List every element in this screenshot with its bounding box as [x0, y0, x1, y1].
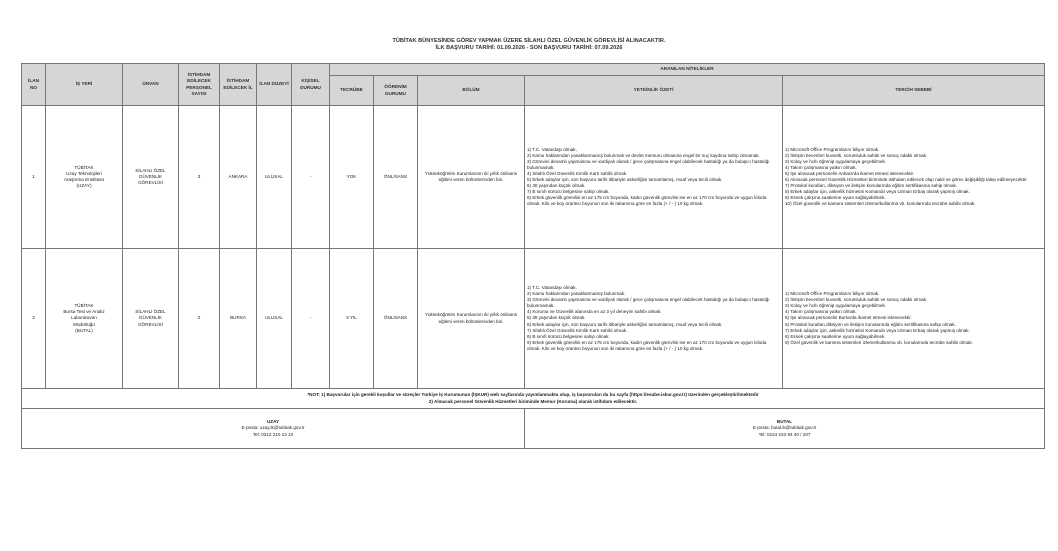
- job-listing-table: [21, 63, 1045, 449]
- footnote-line-1: *NOT: 1) Başvurular için gerekli koşullar ve süreçler Türkiye İş Kurumunun (İŞKUR) web sayfasında yayımlanmakta olup, iş başvuruları da bu sayfa (https://esube.iskur.gov.tr) üzerinden gerçekleştirilmektedir: [307, 392, 759, 398]
- header-personel-sayisi: İSTİHDAM EDİLECEK PERSONEL SAYISI: [179, 64, 220, 106]
- tercih-item: 4) Takım çalışmasına yatkın olmak.: [785, 309, 857, 315]
- contact-phone: Tel: 0312 210 13 10: [252, 431, 294, 437]
- tercih-item: 10) Özel güvenlik ve kamera sistemleri izleme/kullanma vb. konularında tecrübe sahibi olmak.: [785, 201, 976, 207]
- yetkinlik-item: 7) Silahlı Özel Güvenlik Kimlik Kartı sahibi olmak.: [527, 327, 628, 333]
- contact-title: BUTAL: [776, 419, 793, 425]
- row-tercih: [783, 106, 1045, 249]
- row-bolum: Yükseköğretim Kurumlarının iki yıllık önlisans eğitimi veren bölümlerinden biri.: [418, 249, 525, 389]
- header-unvan: ÜNVAN: [123, 64, 179, 106]
- row-personel-sayisi: 3: [179, 106, 220, 249]
- row-ilan-no: 2: [22, 249, 46, 389]
- yetkinlik-item: 5) Erkek adaylar için, son başvuru tarihi itibariyle askerliğini tamamlamış, muaf veya tecili olmak.: [527, 177, 723, 182]
- header-bolum: BÖLÜM: [418, 76, 525, 106]
- contact-uzay: [22, 409, 525, 449]
- row-unvan: SİLAHLI ÖZEL GÜVENLİK GÖREVLİSİ: [123, 106, 179, 249]
- tercih-item: 4) Takım çalışmasına yatkın olmak.: [785, 164, 857, 170]
- footnote-line-2: 2) Alınacak personel Güvenlik Hizmetleri biriminde Memur (Koruma) olarak istihdam edilecektir.: [428, 398, 638, 404]
- tercih-item: 8) Esnek çalışma saatlerine uyum sağlayabilmek.: [785, 333, 886, 339]
- contact-title: UZAY: [266, 419, 280, 425]
- header-ogrenim: ÖĞRENİM DURUMU: [374, 76, 418, 106]
- header-ilan-duzeyi: İLAN DÜZEYİ: [257, 64, 292, 106]
- row-kisisel-durumu: -: [292, 106, 330, 249]
- header-ilan-no: İLAN NO: [22, 64, 46, 106]
- document-title: TÜBİTAK BÜNYESİNDE GÖREV YAPMAK ÜZERE SİLAHLI ÖZEL GÜVENLİK GÖREVLİSİ ALINACAKTIR.: [392, 38, 666, 44]
- tercih-item: 2) İletişim becerileri kuvvetli, sorumluluk sahibi ve sonuç odaklı olmak.: [785, 152, 928, 158]
- tercih-item: 9) Özel güvenlik ve kamera sistemleri izleme/kullanma vb. konularında tecrübe sahibi olmak.: [785, 339, 973, 345]
- yetkinlik-item: 1) T.C. Vatandaşı olmak,: [527, 146, 577, 152]
- tercih-item: 7) Erkek adaylar için, askerlik hizmetini Komando veya Uzman Erbaş olarak yapmış olmak.: [785, 327, 970, 333]
- tercih-item: 3) Kolay ve hızlı öğrenip uygulamaya geçebilmek.: [785, 303, 887, 309]
- contact-email: E-posta: butal.ik@tubitak.gov.tr: [752, 425, 817, 431]
- row-kisisel-durumu: -: [292, 249, 330, 389]
- tercih-item: 1) Microsoft Office Programlarını biliyor olmak.: [785, 291, 880, 297]
- header-kisisel-durumu: KİŞİSEL DURUMU: [292, 64, 330, 106]
- row-is-yeri: TÜBİTAK Bursa Test ve Analiz Laboratuvarı Müdürlüğü (BUTAL): [46, 249, 123, 389]
- row-is-yeri: TÜBİTAK Uzay Teknolojileri Araştırma Enstitüsü (UZAY): [46, 106, 123, 249]
- yetkinlik-item: 6) Erkek adaylar için, son başvuru tarihi itibariyle askerliğini tamamlamış, muaf veya tecili olmak.: [527, 321, 723, 327]
- yetkinlik-item: 7) B sınıfı sürücü belgesine sahip olmak.: [527, 189, 610, 195]
- footnote: [22, 389, 1045, 409]
- yetkinlik-item: 4) Koruma ve Güvenlik alanında en az 3 yıl deneyim sahibi olmak.: [527, 309, 662, 315]
- tercih-item: 8) Erkek adaylar için, askerlik hizmetini Komando veya Uzman Erbaş olarak yapmış olmak.: [785, 189, 970, 195]
- row-ogrenim: ÖNLİSANS: [374, 249, 418, 389]
- tercih-item: 3) Kolay ve hızlı öğrenip uygulamaya geçebilmek.: [785, 158, 887, 164]
- yetkinlik-item: 2) Kamu haklarından yasaklanmamış bulunmak ve devlet memuru olmasına engel bir suç kaydına sahip olmamak.: [527, 152, 760, 158]
- row-ogrenim: ÖNLİSANS: [374, 106, 418, 249]
- header-is-yeri: İŞ YERİ: [46, 64, 123, 106]
- row-yetkinlik: [525, 249, 783, 389]
- tercih-item: 1) Microsoft Office Programlarını biliyor olmak.: [785, 146, 880, 152]
- row-yetkinlik: [525, 106, 783, 249]
- row-il: ANKARA: [220, 106, 257, 249]
- header-il: İSTİHDAM EDİLECEK İL: [220, 64, 257, 106]
- tercih-item: 2) İletişim becerileri kuvvetli, sorumluluk sahibi ve sonuç odaklı olmak.: [785, 297, 928, 303]
- row-ilan-duzeyi: ULUSAL: [257, 249, 292, 389]
- row-personel-sayisi: 2: [179, 249, 220, 389]
- yetkinlik-item: 3) Görevini devamlı yapmasına ve vardiyalı olarak / gece çalışmasına engel olabilecek hastalığı ya da bulaşıcı hastalığı bulunmamak.: [527, 158, 770, 170]
- yetkinlik-item: 3) Görevini devamlı yapmasına ve vardiyalı olarak / gece çalışmasına engel olabilecek hastalığı ya da bulaşıcı hastalığı bulunmamak.: [527, 297, 770, 309]
- row-tecrube: 3 YIL: [330, 249, 374, 389]
- row-ilan-no: 1: [22, 106, 46, 249]
- table-row: [22, 249, 1045, 389]
- header-tecrube: TECRÜBE: [330, 76, 374, 106]
- row-tecrube: YOK: [330, 106, 374, 249]
- row-ilan-duzeyi: ULUSAL: [257, 106, 292, 249]
- header-tercih: TERCİH SEBEBİ: [783, 76, 1045, 106]
- row-il: BURSA: [220, 249, 257, 389]
- yetkinlik-item: 8) Erkek güvenlik görevlisi en az 175 cm boyunda, kadın güvenlik görevlisi ise en az 170 cm boyunda ve uygun kiloda olmak. Kilo ve boy orantısı boyunun son iki rakamına göre en fazla (+ / - ) 10 kg olmak.: [527, 195, 767, 207]
- tercih-item: 5) İşe alınacak personelin Bursa'da ikamet etmesi istenecektir.: [785, 315, 912, 321]
- tercih-item: 5) İşe alınacak personelin Ankara'da ikamet etmesi istenecektir.: [785, 170, 915, 176]
- tercih-item: 9) Esnek çalışma saatlerine uyum sağlayabilmek.: [785, 195, 886, 201]
- yetkinlik-item: 9) Erkek güvenlik görevlisi en az 175 cm boyunda, kadın güvenlik görevlisi ise en az 170 cm boyunda ve uygun kiloda olmak. Kilo ve boy orantısı boyunun son iki rakamına göre en fazla (+ / - ) 10 kg olmak.: [527, 339, 767, 351]
- application-dates: İLK BAŞVURU TARİHİ: 01.09.2026 - SON BAŞVURU TARİHİ: 07.09.2026: [435, 45, 623, 51]
- tercih-item: 7) Protokol kuralları, diksiyon ve iletişim konularında eğitim sertifikasına sahip olmak.: [785, 183, 958, 189]
- contact-butal: [525, 409, 1045, 449]
- header-yetkinlik: YETKİNLİK ÖZETİ: [525, 76, 783, 106]
- yetkinlik-item: 2) Kamu haklarından yasaklanmamış bulunmak.: [527, 291, 626, 297]
- yetkinlik-item: 1) T.C. Vatandaşı olmak.: [527, 285, 577, 291]
- row-unvan: SİLAHLI ÖZEL GÜVENLİK GÖREVLİSİ: [123, 249, 179, 389]
- contact-email: E-posta: uzay.ik@tubitak.gov.tr: [241, 425, 305, 431]
- table-row: [22, 106, 1045, 249]
- tercih-item: 6) Alınacak personel Güvenlik Hizmetleri biriminde istihdam edilecek olup nakil ve görev değişikliği talep edilmeyecektir.: [785, 177, 1028, 182]
- tercih-item: 6) Protokol kuralları,diksiyon ve iletişim konularında eğitim sertifikasına sahip olmak.: [785, 321, 956, 327]
- header-aranan-nitelikler: ARANILAN NİTELİKLER: [330, 64, 1045, 76]
- contact-phone: Tel: 0224 233 94 40 / 207: [758, 431, 811, 437]
- yetkinlik-item: 4) Silahlı Özel Güvenlik Kimlik Kartı sahibi olmak.: [527, 170, 628, 176]
- yetkinlik-item: 5) 35 yaşından küçük olmak.: [527, 315, 586, 321]
- row-bolum: Yükseköğretim Kurumlarının iki yıllık önlisans eğitimi veren bölümlerinden biri.: [418, 106, 525, 249]
- row-tercih: [783, 249, 1045, 389]
- yetkinlik-item: 8) B sınıfı sürücü belgesine sahip olmak.: [527, 333, 610, 339]
- yetkinlik-item: 6) 30 yaşından küçük olmak.: [527, 183, 586, 189]
